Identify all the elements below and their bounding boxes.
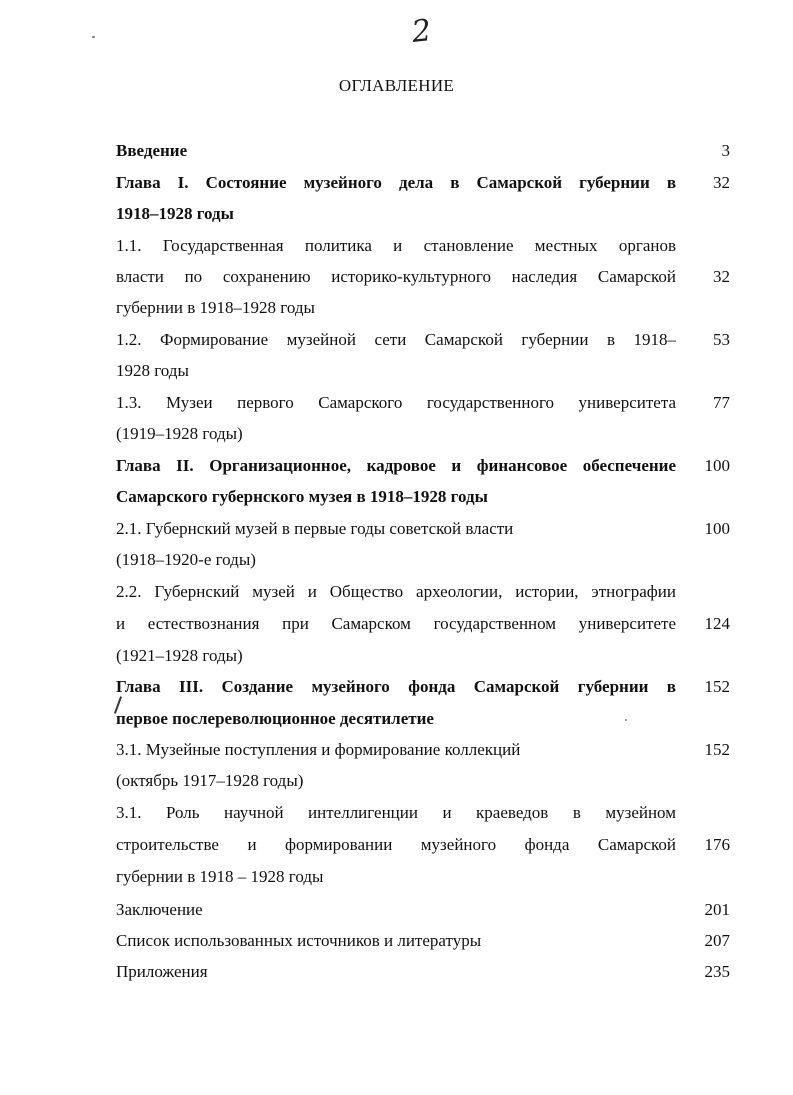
handwritten-page-number: 2 <box>410 13 433 50</box>
toc-chapter-3-line-1: Глава III. Создание музейного фонда Самарской губернии в <box>116 677 676 696</box>
toc-section-1-3-line-1: 1.3. Музеи первого Самарского государственного университета <box>116 393 676 412</box>
toc-section-1-3-line-2: (1919–1928 годы) <box>116 424 243 443</box>
toc-section-2-1-line-2: (1918–1920-е годы) <box>116 550 256 569</box>
toc-page-number: 201 <box>704 900 730 919</box>
toc-entry-intro: Введение <box>116 141 188 160</box>
toc-entry-conclusion: Заключение <box>116 900 203 919</box>
toc-page-number: 53 <box>713 330 730 349</box>
toc-page-number: 100 <box>704 456 730 475</box>
toc-section-1-2-line-2: 1928 годы <box>116 361 189 380</box>
toc-page-number: 176 <box>704 835 730 854</box>
toc-entry-bibliography: Список использованных источников и литературы <box>116 931 482 950</box>
toc-section-3-2-line-1: 3.1. Роль научной интеллигенции и краеведов в музейном <box>116 803 676 822</box>
toc-entry-appendices: Приложения <box>116 962 208 981</box>
toc-section-1-2-line-1: 1.2. Формирование музейной сети Самарской губернии в 1918– <box>116 330 676 349</box>
scan-speck <box>625 719 627 721</box>
toc-page-number: 32 <box>713 267 730 286</box>
toc-section-1-1-line-3: губернии в 1918–1928 годы <box>116 298 315 317</box>
toc-page-number: 32 <box>713 173 730 192</box>
scan-speck <box>92 36 95 38</box>
toc-section-3-2-line-2: строительстве и формировании музейного фонда Самарской <box>116 835 676 854</box>
toc-page-number: 124 <box>704 614 730 633</box>
toc-section-2-2-line-3: (1921–1928 годы) <box>116 646 243 665</box>
toc-section-3-1-line-1: 3.1. Музейные поступления и формирование коллекций <box>116 740 521 759</box>
toc-section-1-1-line-1: 1.1. Государственная политика и становление местных органов <box>116 236 676 255</box>
toc-page-number: 152 <box>704 677 730 696</box>
toc-page-number: 100 <box>704 519 730 538</box>
toc-chapter-1-line-2: 1918–1928 годы <box>116 204 234 223</box>
toc-section-3-1-line-2: (октябрь 1917–1928 годы) <box>116 771 304 790</box>
toc-section-3-2-line-3: губернии в 1918 – 1928 годы <box>116 867 324 886</box>
toc-chapter-3-line-2: первое послереволюционное десятилетие <box>116 709 434 728</box>
toc-section-2-1-line-1: 2.1. Губернский музей в первые годы советской власти <box>116 519 514 538</box>
toc-page-number: 3 <box>721 141 730 160</box>
toc-chapter-2-line-1: Глава II. Организационное, кадровое и финансовое обеспечение <box>116 456 676 475</box>
toc-section-1-1-line-2: власти по сохранению историко-культурного наследия Самарской <box>116 267 676 286</box>
toc-section-2-2-line-2: и естествознания при Самарском государственном университете <box>116 614 676 633</box>
toc-page-number: 152 <box>704 740 730 759</box>
toc-section-2-2-line-1: 2.2. Губернский музей и Общество археологии, истории, этнографии <box>116 582 676 601</box>
toc-chapter-2-line-2: Самарского губернского музея в 1918–1928 годы <box>116 487 488 506</box>
page-title: ОГЛАВЛЕНИЕ <box>338 76 455 95</box>
toc-page-number: 77 <box>713 393 730 412</box>
toc-page-number: 207 <box>704 931 730 950</box>
toc-chapter-1-line-1: Глава I. Состояние музейного дела в Самарской губернии в <box>116 173 676 192</box>
toc-page-number: 235 <box>704 962 730 981</box>
